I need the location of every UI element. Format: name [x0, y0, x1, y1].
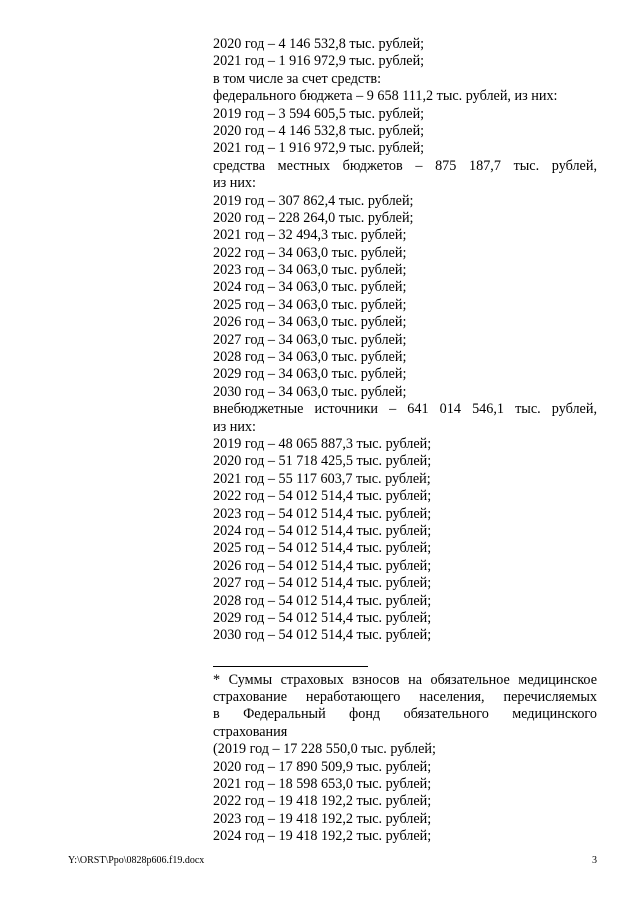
footnote-year-line: 2020 год – 17 890 509,9 тыс. рублей; [213, 758, 432, 775]
local-budget-year-line: 2024 год – 34 063,0 тыс. рублей; [213, 279, 407, 296]
extrabudget-heading: внебюджетные источники – 641 014 546,1 тыс. рублей, [213, 401, 597, 418]
funding-line: федерального бюджета – 9 658 111,2 тыс. рублей, из них: [213, 88, 558, 105]
funding-line: в том числе за счет средств: [213, 70, 382, 87]
funding-summary-lines [213, 36, 597, 158]
extrabudget-year-line: 2022 год – 54 012 514,4 тыс. рублей; [213, 488, 432, 505]
footnote-line-2: страхование неработающего населения, перечисляемых [213, 689, 597, 706]
funding-line: 2020 год – 4 146 532,8 тыс. рублей; [213, 122, 425, 139]
funding-line: 2019 год – 3 594 605,5 тыс. рублей; [213, 105, 425, 122]
extrabudget-year-line: 2028 год – 54 012 514,4 тыс. рублей; [213, 592, 432, 609]
footer-page-number: 3 [592, 855, 597, 866]
local-budget-year-line: 2029 год – 34 063,0 тыс. рублей; [213, 366, 407, 383]
local-budget-year-line: 2025 год – 34 063,0 тыс. рублей; [213, 296, 407, 313]
local-budget-year-line: 2021 год – 32 494,3 тыс. рублей; [213, 227, 407, 244]
funding-line: 2021 год – 1 916 972,9 тыс. рублей; [213, 53, 425, 70]
extrabudget-year-line: 2025 год – 54 012 514,4 тыс. рублей; [213, 540, 432, 557]
extrabudget-year-line: 2023 год – 54 012 514,4 тыс. рублей; [213, 505, 432, 522]
extrabudget-tail: из них: [213, 418, 256, 435]
local-budget-heading: средства местных бюджетов – 875 187,7 тыс. рублей, [213, 157, 597, 174]
local-budget-year-line: 2022 год – 34 063,0 тыс. рублей; [213, 244, 407, 261]
local-budget-year-line: 2026 год – 34 063,0 тыс. рублей; [213, 314, 407, 331]
document-body [213, 36, 597, 846]
footnote-line-1: * Суммы страховых взносов на обязательное медицинское [213, 671, 597, 688]
local-budget-year-line: 2019 год – 307 862,4 тыс. рублей; [213, 192, 414, 209]
extrabudget-year-line: 2030 год – 54 012 514,4 тыс. рублей; [213, 627, 432, 644]
funding-line: 2020 год – 4 146 532,8 тыс. рублей; [213, 36, 425, 52]
local-budget-years-list [213, 193, 597, 402]
funding-line: 2021 год – 1 916 972,9 тыс. рублей; [213, 140, 425, 157]
extrabudget-year-line: 2026 год – 54 012 514,4 тыс. рублей; [213, 557, 432, 574]
footnote-years-list [213, 741, 597, 845]
local-budget-tail: из них: [213, 175, 256, 192]
extrabudget-year-line: 2027 год – 54 012 514,4 тыс. рублей; [213, 575, 432, 592]
local-budget-year-line: 2020 год – 228 264,0 тыс. рублей; [213, 209, 414, 226]
extrabudget-year-line: 2029 год – 54 012 514,4 тыс. рублей; [213, 609, 432, 626]
footnote-year-line: 2024 год – 19 418 192,2 тыс. рублей; [213, 828, 432, 845]
local-budget-year-line: 2028 год – 34 063,0 тыс. рублей; [213, 349, 407, 366]
footnote-year-line: (2019 год – 17 228 550,0 тыс. рублей; [213, 741, 436, 758]
extrabudget-year-line: 2020 год – 51 718 425,5 тыс. рублей; [213, 453, 432, 470]
footnote-year-line: 2021 год – 18 598 653,0 тыс. рублей; [213, 776, 432, 793]
extrabudget-year-line: 2021 год – 55 117 603,7 тыс. рублей; [213, 470, 431, 487]
footer-file-path: Y:\ORST\Ppo\0828p606.f19.docx [68, 855, 205, 866]
footnote-year-line: 2023 год – 19 418 192,2 тыс. рублей; [213, 810, 432, 827]
extrabudget-years-list [213, 436, 597, 645]
local-budget-year-line: 2030 год – 34 063,0 тыс. рублей; [213, 383, 407, 400]
local-budget-year-line: 2023 год – 34 063,0 тыс. рублей; [213, 262, 407, 279]
footnote-line-3: в Федеральный фонд обязательного медицинского [213, 706, 597, 723]
extrabudget-year-line: 2019 год – 48 065 887,3 тыс. рублей; [213, 435, 432, 452]
footnote-separator [213, 666, 368, 667]
footnote-line-4: страхования [213, 723, 288, 740]
footnote-year-line: 2022 год – 19 418 192,2 тыс. рублей; [213, 793, 432, 810]
local-budget-year-line: 2027 год – 34 063,0 тыс. рублей; [213, 331, 407, 348]
extrabudget-year-line: 2024 год – 54 012 514,4 тыс. рублей; [213, 522, 432, 539]
